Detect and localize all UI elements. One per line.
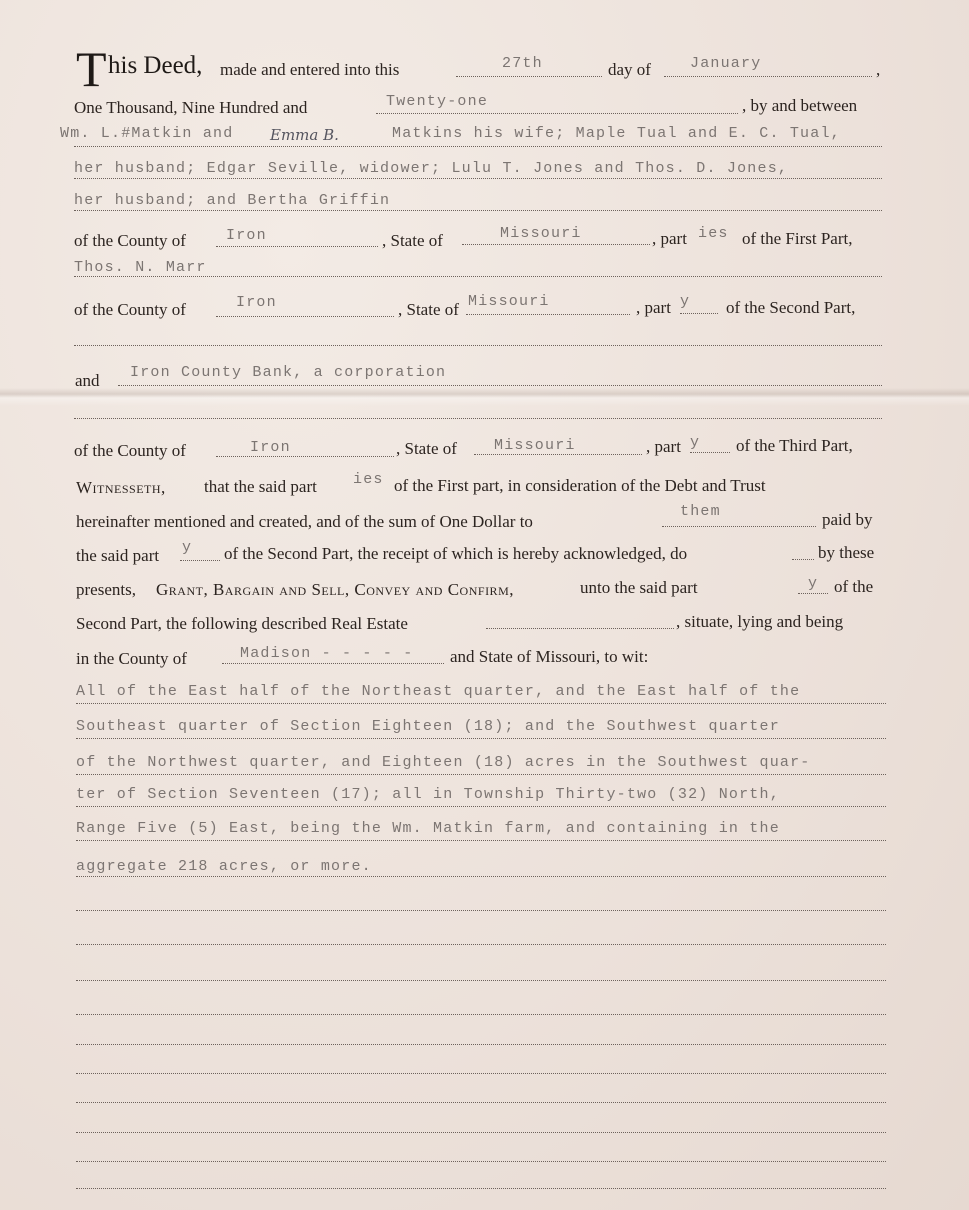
second-suffix-line bbox=[680, 313, 718, 314]
text-unto-said-part: unto the said part bbox=[580, 578, 698, 597]
description-line: of the Northwest quarter, and Eighteen (18) acres in the Southwest quar- bbox=[76, 754, 811, 771]
field-witness-suffix[interactable]: ies bbox=[353, 471, 384, 488]
third-state-line bbox=[474, 454, 642, 455]
blank-line-1 bbox=[74, 345, 882, 346]
first-county-line bbox=[216, 246, 378, 247]
third-suffix-line bbox=[690, 452, 730, 453]
year-line bbox=[376, 113, 738, 114]
text-situate: , situate, lying and being bbox=[676, 612, 844, 631]
rule-line bbox=[76, 980, 886, 981]
field-first-county[interactable]: Iron bbox=[226, 227, 267, 244]
text-the-said-part: the said part bbox=[76, 546, 160, 565]
text-day-of: day of bbox=[608, 60, 651, 79]
text-state-of-1: , State of bbox=[382, 231, 443, 250]
text-part-2: , part bbox=[636, 298, 671, 317]
field-second-state[interactable]: Missouri bbox=[468, 293, 550, 310]
text-second-part-real-estate: Second Part, the following described Real Estate bbox=[76, 614, 408, 633]
rule-line bbox=[76, 1188, 886, 1189]
field-year[interactable]: Twenty-one bbox=[386, 93, 489, 110]
field-day[interactable]: 27th bbox=[502, 55, 543, 72]
field-parties-1a[interactable]: Wm. L.#Matkin and bbox=[60, 125, 234, 142]
blank-line-2 bbox=[74, 418, 882, 419]
text-presents: presents, bbox=[76, 580, 136, 599]
field-second-county[interactable]: Iron bbox=[236, 294, 277, 311]
rule-line bbox=[76, 910, 886, 911]
text-one-thousand: One Thousand, Nine Hundred and bbox=[74, 98, 308, 117]
title-deed: his Deed, bbox=[108, 52, 203, 79]
do-line bbox=[792, 559, 814, 560]
text-part-1: , part bbox=[652, 229, 687, 248]
parties-line-2 bbox=[74, 178, 882, 179]
field-parties-3[interactable]: her husband; and Bertha Griffin bbox=[74, 192, 391, 209]
text-paid-by: paid by bbox=[822, 510, 873, 529]
field-second-suffix[interactable]: y bbox=[680, 293, 691, 310]
title-initial: T bbox=[76, 41, 107, 97]
rule-line bbox=[76, 1102, 886, 1103]
parties-line-1 bbox=[74, 146, 882, 147]
field-first-state[interactable]: Missouri bbox=[500, 225, 582, 242]
rule-line bbox=[76, 1161, 886, 1162]
field-unto-suffix[interactable]: y bbox=[808, 575, 819, 592]
rule-line bbox=[76, 876, 886, 877]
first-state-line bbox=[462, 244, 650, 245]
text-witnesseth: Witnesseth, bbox=[76, 478, 166, 497]
field-said-party-suffix[interactable]: y bbox=[182, 539, 193, 556]
second-state-line bbox=[466, 314, 630, 315]
description-line: aggregate 218 acres, or more. bbox=[76, 858, 372, 875]
field-estate-county[interactable]: Madison - - - - - bbox=[240, 645, 414, 662]
text-that-said-part: that the said part bbox=[204, 477, 317, 496]
second-party-line bbox=[74, 276, 882, 277]
rule-line bbox=[76, 1073, 886, 1074]
field-first-suffix[interactable]: ies bbox=[698, 225, 729, 242]
text-first-part-consideration: of the First part, in consideration of the Debt and Trust bbox=[394, 476, 766, 495]
text-county-of-3: of the County of bbox=[74, 441, 186, 460]
text-hereinafter: hereinafter mentioned and created, and of the sum of One Dollar to bbox=[76, 512, 533, 531]
rule-line bbox=[76, 703, 886, 704]
rule-line bbox=[76, 1014, 886, 1015]
rule-line bbox=[76, 840, 886, 841]
text-first-part: of the First Part, bbox=[742, 229, 853, 248]
parties-line-3 bbox=[74, 210, 882, 211]
text-by-these: by these bbox=[818, 543, 875, 562]
field-third-county[interactable]: Iron bbox=[250, 439, 291, 456]
second-county-line bbox=[216, 316, 394, 317]
text-of-the: of the bbox=[834, 577, 874, 596]
day-line bbox=[456, 76, 602, 77]
text-receipt: of the Second Part, the receipt of which is hereby acknowledged, do bbox=[224, 544, 688, 563]
unto-line bbox=[798, 593, 828, 594]
text-grant-bargain: Grant, Bargain and Sell, Convey and Confirm, bbox=[156, 580, 514, 599]
field-paid-to[interactable]: them bbox=[680, 503, 721, 520]
third-party-line bbox=[118, 385, 882, 386]
rule-line bbox=[76, 806, 886, 807]
said-party-line bbox=[180, 560, 220, 561]
field-third-party[interactable]: Iron County Bank, a corporation bbox=[130, 364, 447, 381]
rule-line bbox=[76, 774, 886, 775]
third-county-line bbox=[216, 456, 394, 457]
text-in-county-of: in the County of bbox=[76, 649, 187, 668]
rule-line bbox=[76, 738, 886, 739]
description-line: All of the East half of the Northeast quarter, and the East half of the bbox=[76, 683, 801, 700]
text-state-of-2: , State of bbox=[398, 300, 459, 319]
rule-line bbox=[76, 1132, 886, 1133]
field-month[interactable]: January bbox=[690, 55, 762, 72]
signature-handwritten: Emma B. bbox=[270, 126, 339, 144]
field-third-suffix[interactable]: y bbox=[690, 434, 701, 451]
text-by-between: , by and between bbox=[742, 96, 858, 115]
text-part-3: , part bbox=[646, 437, 681, 456]
field-third-state[interactable]: Missouri bbox=[494, 437, 576, 454]
field-parties-2[interactable]: her husband; Edgar Seville, widower; Lulu T. Jones and Thos. D. Jones, bbox=[74, 160, 789, 177]
rule-line bbox=[76, 944, 886, 945]
text-and: and bbox=[75, 371, 100, 390]
text-second-part: of the Second Part, bbox=[726, 298, 856, 317]
month-line bbox=[664, 76, 872, 77]
real-estate-line bbox=[486, 628, 674, 629]
field-parties-1b[interactable]: Matkins his wife; Maple Tual and E. C. Tual, bbox=[392, 125, 841, 142]
text-state-of-missouri: and State of Missouri, to wit: bbox=[450, 647, 649, 666]
description-line: ter of Section Seventeen (17); all in Township Thirty-two (32) North, bbox=[76, 786, 780, 803]
description-line: Range Five (5) East, being the Wm. Matkin farm, and containing in the bbox=[76, 820, 780, 837]
text-third-part: of the Third Part, bbox=[736, 436, 853, 455]
estate-county-line bbox=[222, 663, 444, 664]
field-second-party[interactable]: Thos. N. Marr bbox=[74, 259, 207, 276]
rule-line bbox=[76, 1044, 886, 1045]
text-county-of-2: of the County of bbox=[74, 300, 186, 319]
text-county-of-1: of the County of bbox=[74, 231, 186, 250]
text-made-entered: made and entered into this bbox=[220, 60, 400, 79]
paid-to-line bbox=[662, 526, 816, 527]
text-state-of-3: , State of bbox=[396, 439, 457, 458]
comma: , bbox=[876, 60, 881, 79]
description-line: Southeast quarter of Section Eighteen (18); and the Southwest quarter bbox=[76, 718, 780, 735]
